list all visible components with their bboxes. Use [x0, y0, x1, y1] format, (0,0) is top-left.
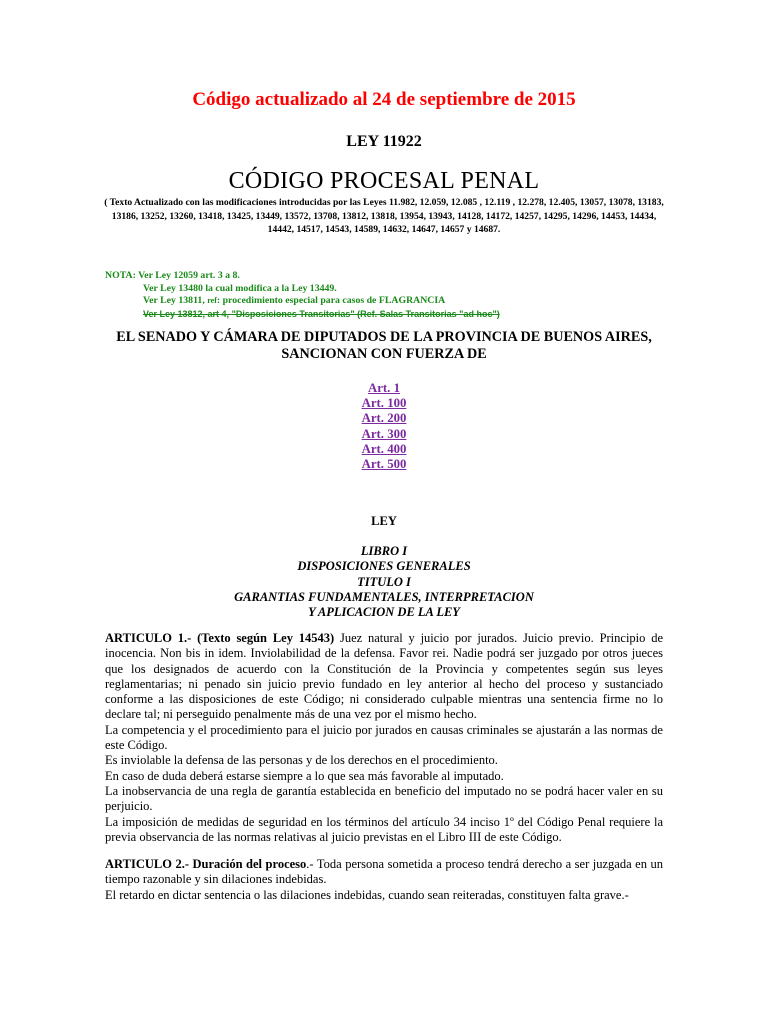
- article-2-para-1: [105, 857, 663, 888]
- update-note: Código actualizado al 24 de septiembre de 2015: [192, 89, 576, 110]
- note-ref: ref: [207, 296, 217, 306]
- enactment-line-2: SANCIONAN CON FUERZA DE: [281, 346, 487, 362]
- law-number: LEY 11922: [346, 133, 422, 150]
- article-1-para-6: La imposición de medidas de seguridad en los términos del artículo 34 inciso 1º del Código Penal requiere la previa observancia de las normas relativas al juicio previstas en el Libro III de este Código.: [105, 814, 663, 844]
- article-1-para-3: Es inviolable la defensa de las personas y de los derechos en el procedimiento.: [105, 753, 498, 768]
- titulo-label: TITULO I: [357, 574, 411, 589]
- article-1-para-2: La competencia y el procedimiento para el juicio por jurados en causas criminales se ajustarán a las normas de este Código.: [105, 722, 663, 753]
- link-art-400[interactable]: Art. 400: [361, 441, 407, 456]
- link-art-300[interactable]: Art. 300: [361, 426, 407, 441]
- ley-heading: LEY: [371, 514, 397, 528]
- link-art-200[interactable]: Art. 200: [361, 411, 407, 426]
- note-line-4: Ver Ley 13812, art 4, "Disposiciones Transitorias" (Ref. Salas Transitorias "ad hoc"): [143, 309, 500, 320]
- note-line-3-a: Ver Ley 13811,: [143, 295, 208, 307]
- note-line-1: NOTA: Ver Ley 12059 art. 3 a 8.: [105, 270, 240, 281]
- link-art-1[interactable]: Art. 1: [368, 381, 400, 395]
- article-2-text: .- Toda persona sometida a proceso tendrá derecho a ser juzgada en un tiempo razonable y sin dilaciones indebidas.: [105, 857, 663, 887]
- article-1-para-4: En caso de duda deberá estarse siempre a lo que sea más favorable al imputado.: [105, 768, 504, 783]
- enactment-line-1: EL SENADO Y CÁMARA DE DIPUTADOS DE LA PROVINCIA DE BUENOS AIRES,: [116, 329, 652, 345]
- article-1-text: Juez natural y juicio por jurados. Juicio previo. Principio de inocencia. Non bis in idem. Inviolabilidad de la defensa. Favor rei. Nadie podrá ser juzgado por otros jueces que los designados de acuerdo con la Constitución de la Provincia y competentes según sus leyes reglamentarias; ni penado sin juicio previo fundado en ley anterior al hecho del proceso y sustanciado conforme a las disposiciones de este Código; ni considerado culpable mientras una sentencia firme no lo declare tal; ni perseguido penalmente más de una vez por el mismo hecho.: [105, 631, 664, 722]
- garantias-label: GARANTIAS FUNDAMENTALES, INTERPRETACION: [234, 589, 534, 604]
- notes-block: [105, 270, 500, 321]
- article-2-heading: ARTICULO 2.- Duración del proceso: [105, 857, 307, 871]
- libro-label: LIBRO I: [360, 544, 408, 558]
- book-heading: [0, 544, 768, 620]
- link-art-500[interactable]: Art. 500: [361, 457, 407, 472]
- code-title: CÓDIGO PROCESAL PENAL: [228, 168, 540, 194]
- note-line-3: [105, 295, 500, 308]
- article-2: [105, 857, 663, 903]
- enactment-formula: [90, 329, 678, 363]
- article-1: [105, 631, 663, 845]
- article-2-para-2: El retardo en dictar sentencia o las dilaciones indebidas, cuando sean reiteradas, constituyen falta grave.-: [105, 887, 629, 902]
- aplicacion-label: Y APLICACION DE LA LEY: [308, 605, 460, 620]
- link-art-100[interactable]: Art. 100: [361, 396, 407, 411]
- article-1-para-5: La inobservancia de una regla de garantía establecida en beneficio del imputado no se podrá hacer valer en su perjuicio.: [105, 783, 663, 814]
- article-1-para-1: [105, 631, 663, 723]
- note-line-2: Ver Ley 13480 la cual modifica a la Ley 13449.: [143, 282, 337, 294]
- article-1-heading: ARTICULO 1.- (Texto según Ley 14543): [105, 631, 335, 645]
- article-links: [0, 381, 768, 472]
- intro-text: ( Texto Actualizado con las modificaciones introducidas por las Leyes 11.982, 12.059, 12.085 , 12.119 , 12.278, 12.405, 13057, 13078, 13183, 13186, 13252, 13260, 13418, 13425, 13449, 13572, 13708, 13812, 13818, 13954, 13943, 14128, 14172, 14257, 14295, 14296, 14453, 14434, 14442, 14517, 14543, 14589, 14632, 14647, 14657 y 14687.: [104, 197, 664, 235]
- disposiciones-label: DISPOSICIONES GENERALES: [297, 559, 471, 574]
- note-line-3-b: : procedimiento especial para casos de FLAGRANCIA: [216, 295, 446, 307]
